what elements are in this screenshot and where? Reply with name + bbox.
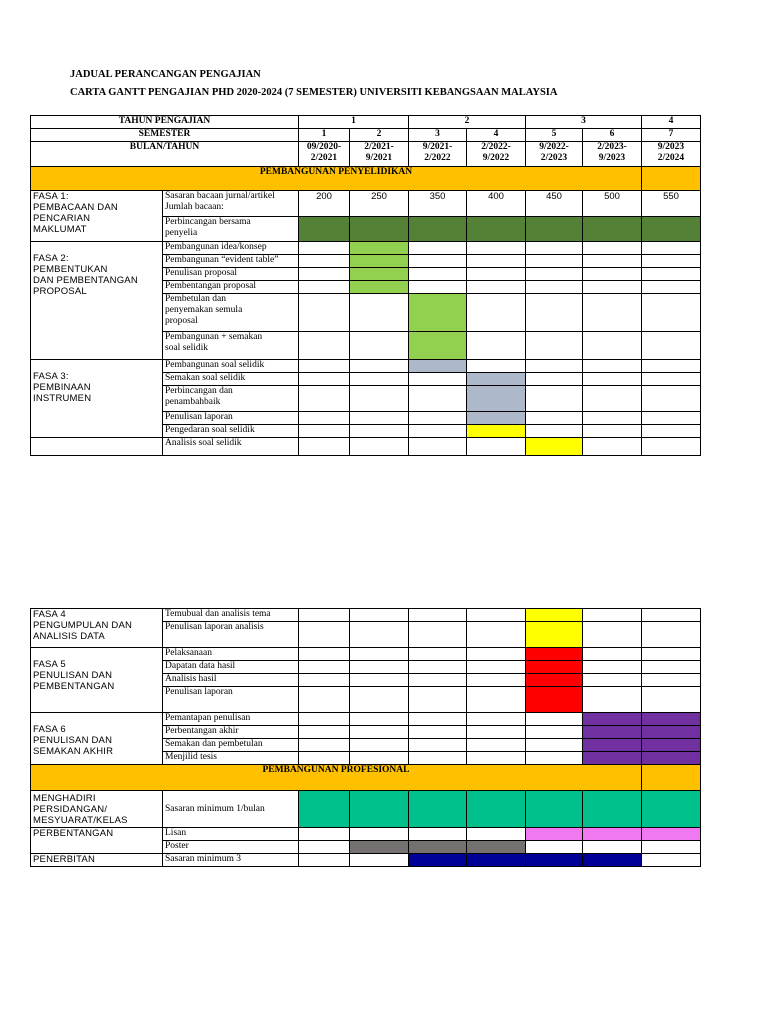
bulan-1: 09/2020- 2/2021: [299, 142, 350, 167]
gantt-cell: [583, 268, 642, 281]
gantt-cell: [299, 841, 350, 854]
semester-5: 5: [526, 129, 583, 142]
activity-thesis-binding: Menjilid tesis: [163, 752, 299, 765]
gantt-cell: [350, 752, 409, 765]
gantt-cell: [299, 425, 350, 438]
gantt-cell: [642, 648, 701, 661]
section-band-end: [642, 765, 701, 791]
gantt-cell: [642, 425, 701, 438]
gantt-cell: [642, 841, 701, 854]
gantt-bar: [350, 242, 409, 255]
bulan-2: 2/2021- 9/2021: [350, 142, 409, 167]
bulan-5: 9/2022- 2/2023: [526, 142, 583, 167]
gantt-cell: [409, 726, 467, 739]
semester-1: 1: [299, 129, 350, 142]
gantt-cell: [583, 255, 642, 268]
gantt-cell: [583, 661, 642, 674]
gantt-cell: [467, 739, 526, 752]
gantt-cell: [299, 412, 350, 425]
gantt-cell: [467, 648, 526, 661]
gantt-cell: [467, 360, 526, 373]
gantt-bar: [526, 438, 583, 456]
gantt-cell: [583, 425, 642, 438]
activity-publication-target: Sasaran minimum 3: [163, 854, 299, 867]
gantt-cell: [583, 242, 642, 255]
gantt-cell: [299, 726, 350, 739]
gantt-cell: [467, 661, 526, 674]
gantt-cell: [583, 360, 642, 373]
gantt-cell: [299, 360, 350, 373]
gantt-cell: [350, 739, 409, 752]
gantt-cell: [409, 661, 467, 674]
activity-idea-development: Pembangunan idea/konsep: [163, 242, 299, 255]
activity-review-correction: Semakan dan pembetulan: [163, 739, 299, 752]
activity-poster: Poster: [163, 841, 299, 854]
prof-publication-label: PENERBITAN: [31, 854, 163, 867]
gantt-cell: [467, 713, 526, 726]
gantt-cell: [299, 828, 350, 841]
gantt-cell: [350, 360, 409, 373]
gantt-cell: [526, 412, 583, 425]
semester-2: 2: [350, 129, 409, 142]
gantt-cell: [350, 713, 409, 726]
gantt-cell: [299, 648, 350, 661]
gantt-cell: [299, 854, 350, 867]
gantt-bar: [467, 217, 526, 242]
gantt-cell: [583, 332, 642, 360]
gantt-cell: [642, 242, 701, 255]
semester-label: SEMESTER: [31, 129, 299, 142]
gantt-bar: [350, 217, 409, 242]
gantt-cell: [299, 281, 350, 294]
gantt-cell: [583, 841, 642, 854]
gantt-cell: [467, 674, 526, 687]
gantt-cell: [350, 294, 409, 332]
gantt-bar: [526, 674, 583, 687]
bulan-7: 9/2023 2/2024: [642, 142, 701, 167]
semester-7: 7: [642, 129, 701, 142]
reading-target-1: 200: [299, 191, 350, 217]
gantt-cell: [409, 622, 467, 648]
gantt-cell: [299, 752, 350, 765]
gantt-cell: [583, 648, 642, 661]
activity-questionnaire-dev: Pembangunan soal selidik: [163, 360, 299, 373]
semester-4: 4: [467, 129, 526, 142]
gantt-cell: [583, 294, 642, 332]
gantt-cell: [299, 739, 350, 752]
activity-writing-refinement: Pemantapan penulisan: [163, 713, 299, 726]
activity-analysis-report: Penulisan laporan analisis: [163, 622, 299, 648]
gantt-cell: [642, 268, 701, 281]
gantt-cell: [409, 438, 467, 456]
gantt-bar: [526, 854, 583, 867]
gantt-bar: [350, 841, 409, 854]
gantt-bar: [350, 791, 409, 828]
gantt-cell: [583, 438, 642, 456]
gantt-bar: [583, 828, 642, 841]
fasa-1-label: FASA 1: PEMBACAAN DAN PENCARIAN MAKLUMAT: [31, 191, 163, 242]
gantt-table-analysis: [30, 608, 701, 867]
gantt-bar: [526, 609, 583, 622]
gantt-cell: [409, 713, 467, 726]
prof-conference-label: MENGHADIRI PERSIDANGAN/ MESYUARAT/KELAS: [31, 791, 163, 828]
gantt-cell: [467, 281, 526, 294]
gantt-cell: [642, 281, 701, 294]
gantt-cell: [409, 425, 467, 438]
activity-proposal-presentation: Pembentangan proposal: [163, 281, 299, 294]
gantt-cell: [642, 412, 701, 425]
gantt-cell: [299, 687, 350, 713]
gantt-bar: [526, 828, 583, 841]
gantt-cell: [642, 373, 701, 386]
gantt-cell: [409, 268, 467, 281]
gantt-cell: [467, 332, 526, 360]
gantt-bar: [467, 841, 526, 854]
gantt-cell: [350, 425, 409, 438]
gantt-bar: [583, 739, 642, 752]
activity-report-writing-2: Penulisan laporan: [163, 687, 299, 713]
bulan-4: 2/2022- 9/2022: [467, 142, 526, 167]
gantt-cell: [299, 438, 350, 456]
semester-3: 3: [409, 129, 467, 142]
gantt-cell: [350, 661, 409, 674]
gantt-bar: [642, 739, 701, 752]
tahun-1: 1: [299, 116, 409, 129]
activity-final-presentation: Perbentangan akhir: [163, 726, 299, 739]
gantt-cell: [409, 752, 467, 765]
gantt-cell: [350, 609, 409, 622]
activity-evident-table: Pembangunan “evident table”: [163, 255, 299, 268]
gantt-cell: [583, 412, 642, 425]
gantt-cell: [467, 268, 526, 281]
activity-questionnaire-distribution: Pengedaran soal selidik: [163, 425, 299, 438]
activity-discussion-supervisor: Perbincangan bersama penyelia: [163, 217, 299, 242]
gantt-cell: [583, 622, 642, 648]
gantt-cell: [526, 841, 583, 854]
gantt-cell: [409, 674, 467, 687]
empty-cell: [31, 438, 163, 456]
gantt-cell: [642, 438, 701, 456]
document-subtitle: CARTA GANTT PENGAJIAN PHD 2020-2024 (7 SEMESTER) UNIVERSITI KEBANGSAAN MALAYSIA: [70, 87, 558, 98]
gantt-cell: [299, 386, 350, 412]
gantt-bar: [526, 687, 583, 713]
gantt-cell: [642, 674, 701, 687]
gantt-cell: [299, 268, 350, 281]
gantt-cell: [642, 255, 701, 268]
gantt-cell: [526, 281, 583, 294]
gantt-cell: [526, 752, 583, 765]
gantt-cell: [526, 268, 583, 281]
gantt-bar: [583, 791, 642, 828]
gantt-cell: [409, 281, 467, 294]
tahun-2: 2: [409, 116, 526, 129]
activity-results-analysis: Analisis hasil: [163, 674, 299, 687]
tahun-3: 3: [526, 116, 642, 129]
gantt-bar: [467, 854, 526, 867]
gantt-bar: [467, 791, 526, 828]
gantt-bar: [409, 854, 467, 867]
gantt-cell: [299, 373, 350, 386]
gantt-bar: [583, 752, 642, 765]
gantt-bar: [642, 713, 701, 726]
gantt-bar: [467, 412, 526, 425]
activity-discussion-improve: Perbincangan dan penambahbaik: [163, 386, 299, 412]
gantt-cell: [299, 242, 350, 255]
document-title: JADUAL PERANCANGAN PENGAJIAN: [70, 69, 261, 80]
gantt-bar: [642, 791, 701, 828]
gantt-cell: [467, 294, 526, 332]
gantt-cell: [350, 373, 409, 386]
gantt-bar: [350, 281, 409, 294]
gantt-bar: [409, 791, 467, 828]
gantt-cell: [350, 674, 409, 687]
gantt-cell: [642, 360, 701, 373]
gantt-bar: [350, 255, 409, 268]
gantt-cell: [350, 332, 409, 360]
gantt-cell: [467, 752, 526, 765]
gantt-bar: [583, 726, 642, 739]
gantt-bar: [642, 828, 701, 841]
gantt-bar: [409, 332, 467, 360]
gantt-cell: [350, 412, 409, 425]
gantt-cell: [299, 622, 350, 648]
gantt-bar: [642, 752, 701, 765]
gantt-bar: [526, 791, 583, 828]
reading-target-5: 450: [526, 191, 583, 217]
activity-conference-target: Sasaran minimum 1/bulan: [163, 791, 299, 828]
gantt-bar: [583, 217, 642, 242]
gantt-cell: [642, 386, 701, 412]
reading-target-3: 350: [409, 191, 467, 217]
gantt-cell: [583, 386, 642, 412]
gantt-cell: [350, 438, 409, 456]
gantt-cell: [409, 386, 467, 412]
gantt-cell: [526, 739, 583, 752]
tahun-label: TAHUN PENGAJIAN: [31, 116, 299, 129]
gantt-cell: [409, 373, 467, 386]
gantt-cell: [467, 828, 526, 841]
gantt-bar: [583, 713, 642, 726]
gantt-cell: [583, 687, 642, 713]
gantt-cell: [583, 674, 642, 687]
gantt-cell: [299, 609, 350, 622]
section-research-title: PEMBANGUNAN PENYELIDIKAN: [31, 167, 642, 191]
gantt-cell: [409, 828, 467, 841]
activity-reading-target: Sasaran bacaan jurnal/artikel Jumlah bacaan:: [163, 191, 299, 217]
reading-target-2: 250: [350, 191, 409, 217]
activity-questionnaire-analysis: Analisis soal selidik: [163, 438, 299, 456]
gantt-bar: [642, 217, 701, 242]
gantt-cell: [299, 713, 350, 726]
fasa-6-label: FASA 6 PENULISAN DAN SEMAKAN AKHIR: [31, 713, 163, 765]
gantt-cell: [583, 373, 642, 386]
gantt-cell: [526, 360, 583, 373]
gantt-cell: [350, 687, 409, 713]
gantt-bar: [467, 373, 526, 386]
gantt-cell: [350, 386, 409, 412]
gantt-cell: [526, 386, 583, 412]
gantt-cell: [526, 373, 583, 386]
bulan-6: 2/2023- 9/2023: [583, 142, 642, 167]
gantt-cell: [409, 609, 467, 622]
activity-data-results: Dapatan data hasil: [163, 661, 299, 674]
gantt-cell: [350, 622, 409, 648]
reading-target-4: 400: [467, 191, 526, 217]
gantt-cell: [409, 648, 467, 661]
activity-interview-analysis: Temubual dan analisis tema: [163, 609, 299, 622]
activity-oral: Lisan: [163, 828, 299, 841]
gantt-cell: [642, 622, 701, 648]
section-band-end: [642, 167, 701, 191]
gantt-bar: [642, 726, 701, 739]
gantt-cell: [409, 687, 467, 713]
gantt-bar: [350, 268, 409, 281]
gantt-cell: [583, 281, 642, 294]
gantt-cell: [642, 687, 701, 713]
activity-questionnaire-review: Pembangunan + semakan soal selidik: [163, 332, 299, 360]
gantt-bar: [526, 622, 583, 648]
gantt-cell: [526, 242, 583, 255]
gantt-cell: [467, 609, 526, 622]
gantt-cell: [526, 425, 583, 438]
gantt-cell: [642, 294, 701, 332]
gantt-cell: [467, 622, 526, 648]
gantt-cell: [409, 255, 467, 268]
bulan-3: 9/2021- 2/2022: [409, 142, 467, 167]
gantt-cell: [583, 609, 642, 622]
prof-presentation-label: PERBENTANGAN: [31, 828, 163, 854]
gantt-cell: [299, 674, 350, 687]
gantt-cell: [409, 412, 467, 425]
gantt-cell: [642, 332, 701, 360]
gantt-bar: [583, 854, 642, 867]
gantt-cell: [299, 294, 350, 332]
gantt-cell: [409, 242, 467, 255]
semester-6: 6: [583, 129, 642, 142]
gantt-cell: [642, 609, 701, 622]
fasa-4-label: FASA 4 PENGUMPULAN DAN ANALISIS DATA: [31, 609, 163, 648]
fasa-5-label: FASA 5 PENULISAN DAN PEMBENTANGAN: [31, 648, 163, 713]
gantt-bar: [299, 791, 350, 828]
gantt-bar: [467, 386, 526, 412]
gantt-cell: [299, 255, 350, 268]
gantt-cell: [642, 854, 701, 867]
reading-target-6: 500: [583, 191, 642, 217]
gantt-cell: [526, 332, 583, 360]
gantt-cell: [467, 687, 526, 713]
activity-report-writing: Penulisan laporan: [163, 412, 299, 425]
activity-proposal-writing: Penulisan proposal: [163, 268, 299, 281]
gantt-cell: [642, 661, 701, 674]
gantt-bar: [467, 425, 526, 438]
section-professional-title: PEMBANGUNAN PROFESIONAL: [31, 765, 642, 791]
fasa-2-label: FASA 2: PEMBENTUKAN DAN PEMBENTANGAN PROPOSAL: [31, 242, 163, 360]
gantt-cell: [526, 255, 583, 268]
gantt-cell: [467, 438, 526, 456]
gantt-bar: [526, 661, 583, 674]
gantt-cell: [299, 661, 350, 674]
activity-questionnaire-check: Semakan soal selidik: [163, 373, 299, 386]
gantt-cell: [467, 726, 526, 739]
gantt-cell: [350, 828, 409, 841]
gantt-bar: [409, 294, 467, 332]
gantt-cell: [350, 648, 409, 661]
bulan-label: BULAN/TAHUN: [31, 142, 299, 167]
gantt-cell: [299, 332, 350, 360]
gantt-cell: [467, 255, 526, 268]
activity-implementation: Pelaksanaan: [163, 648, 299, 661]
gantt-bar: [526, 648, 583, 661]
gantt-bar: [409, 841, 467, 854]
tahun-4: 4: [642, 116, 701, 129]
fasa-3-label: FASA 3: PEMBINAAN INSTRUMEN: [31, 360, 163, 438]
reading-target-7: 550: [642, 191, 701, 217]
gantt-cell: [526, 726, 583, 739]
gantt-bar: [409, 217, 467, 242]
gantt-bar: [526, 217, 583, 242]
gantt-cell: [350, 726, 409, 739]
gantt-cell: [526, 294, 583, 332]
gantt-bar: [299, 217, 350, 242]
gantt-cell: [409, 739, 467, 752]
gantt-table-research: [30, 115, 701, 456]
gantt-cell: [350, 854, 409, 867]
gantt-bar: [409, 360, 467, 373]
gantt-cell: [526, 713, 583, 726]
activity-proposal-correction: Pembetulan dan penyemakan semula proposal: [163, 294, 299, 332]
gantt-cell: [467, 242, 526, 255]
